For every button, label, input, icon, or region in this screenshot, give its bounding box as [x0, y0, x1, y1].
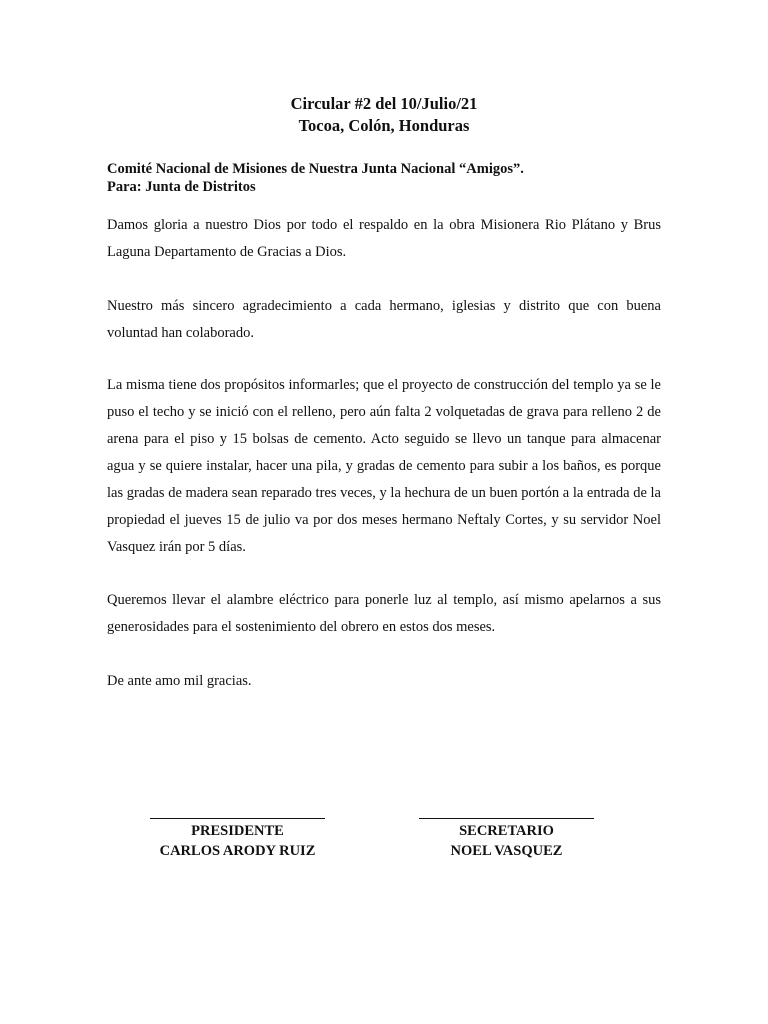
recipient-line: Para: Junta de Distritos — [107, 179, 256, 195]
signature-name: NOEL VASQUEZ — [450, 843, 563, 859]
body-paragraph-4: Queremos llevar el alambre eléctrico para ponerle luz al templo, así mismo apelarnos a sus generosidades para el sostenimiento del obrero en estos dos meses. — [107, 592, 661, 635]
signature-block-secretary — [419, 806, 594, 861]
signature-role: SECRETARIO — [459, 823, 554, 839]
signature-name: CARLOS ARODY RUIZ — [159, 843, 316, 859]
signature-role: PRESIDENTE — [191, 823, 284, 839]
closing-line: De ante amo mil gracias. — [107, 673, 252, 689]
body-paragraph-1: Damos gloria a nuestro Dios por todo el respaldo en la obra Misionera Rio Plátano y Brus Laguna Departamento de Gracias a Dios. — [107, 217, 661, 260]
signature-line — [150, 806, 325, 819]
document-title: Circular #2 del 10/Julio/21 — [290, 94, 478, 113]
body-paragraph-2: Nuestro más sincero agradecimiento a cada hermano, iglesias y distrito que con buena voluntad han colaborado. — [107, 298, 661, 341]
sender-line: Comité Nacional de Misiones de Nuestra Junta Nacional “Amigos”. — [107, 161, 524, 177]
body-paragraph-3: La misma tiene dos propósitos informarles; que el proyecto de construcción del templo ya se le puso el techo y se inició con el relleno, pero aún falta 2 volquetadas de grava para relleno 2 de arena para el piso y 15 bolsas de cemento. Acto seguido se llevo un tanque para almacenar agua y se quiere instalar, hacer una pila, y gradas de cemento para subir a los baños, es porque las gradas de madera sean reparado tres veces, y la hechura de un buen portón a la entrada de la propiedad el jueves 15 de julio va por dos meses hermano Neftaly Cortes, y su servidor Noel Vasquez irán por 5 días. — [107, 377, 661, 555]
document-location: Tocoa, Colón, Honduras — [298, 116, 470, 135]
signature-line — [419, 806, 594, 819]
signature-block-president — [150, 806, 325, 861]
